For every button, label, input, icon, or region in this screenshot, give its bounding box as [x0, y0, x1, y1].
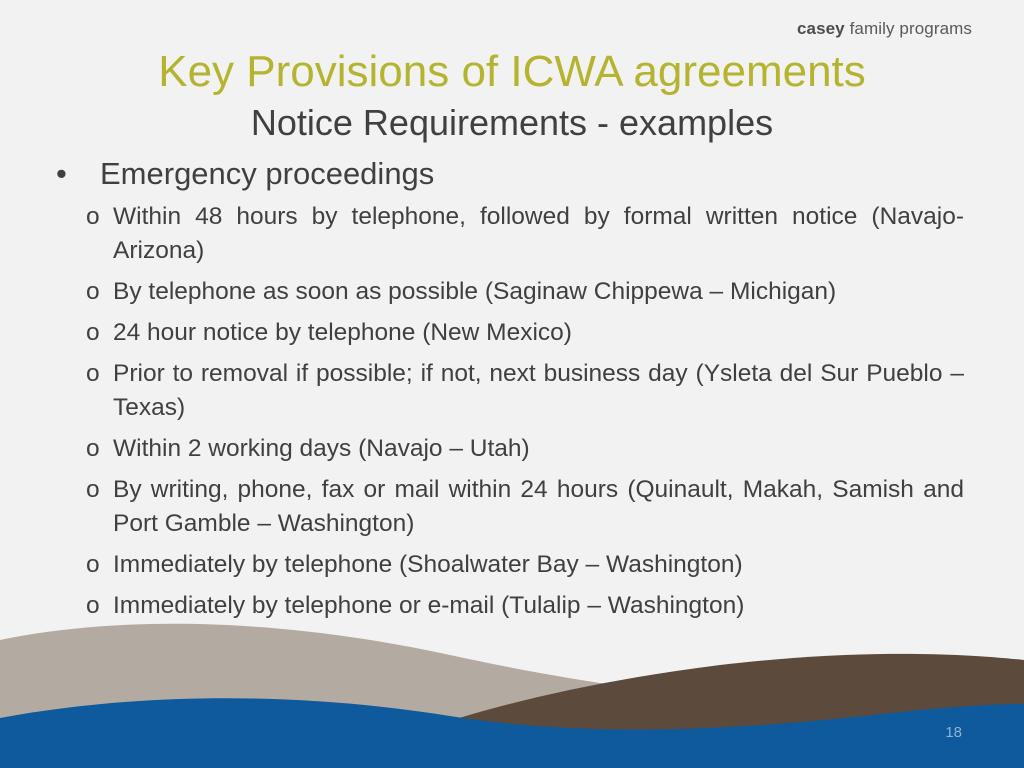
slide-subtitle: Notice Requirements - examples — [250, 102, 774, 143]
circle-bullet-icon: o — [86, 551, 100, 578]
main-bullet-text: Emergency proceedings — [100, 156, 435, 191]
circle-bullet-icon: o — [86, 278, 100, 305]
list-item-text: 24 hour notice by telephone (New Mexico) — [113, 319, 572, 346]
logo-rest-text: family programs — [844, 19, 972, 38]
bullet-dot-icon: • — [56, 156, 67, 191]
list-item-text: Immediately by telephone or e-mail (Tulalip – Washington) — [113, 592, 745, 619]
list-item-text: Immediately by telephone (Shoalwater Bay – Washington) — [113, 551, 743, 578]
list-item-text: Within 48 hours by telephone, followed by formal written notice (Navajo-Arizona) — [113, 203, 964, 264]
list-item-text: Prior to removal if possible; if not, next business day (Ysleta del Sur Pueblo – Texas) — [113, 360, 964, 421]
page-number: 18 — [945, 724, 962, 741]
circle-bullet-icon: o — [86, 476, 100, 503]
circle-bullet-icon: o — [86, 203, 100, 230]
logo-bold-text: casey — [796, 19, 845, 38]
circle-bullet-icon: o — [86, 360, 100, 387]
list-item-text: By writing, phone, fax or mail within 24 hours (Quinault, Makah, Samish and Port Gamble – Washington) — [113, 476, 964, 537]
list-item-text: Within 2 working days (Navajo – Utah) — [113, 435, 530, 462]
list-item-text: By telephone as soon as possible (Saginaw Chippewa – Michigan) — [113, 278, 837, 305]
slide-title: Key Provisions of ICWA agreements — [158, 47, 866, 96]
circle-bullet-icon: o — [86, 592, 100, 619]
circle-bullet-icon: o — [86, 435, 100, 462]
circle-bullet-icon: o — [86, 319, 100, 346]
